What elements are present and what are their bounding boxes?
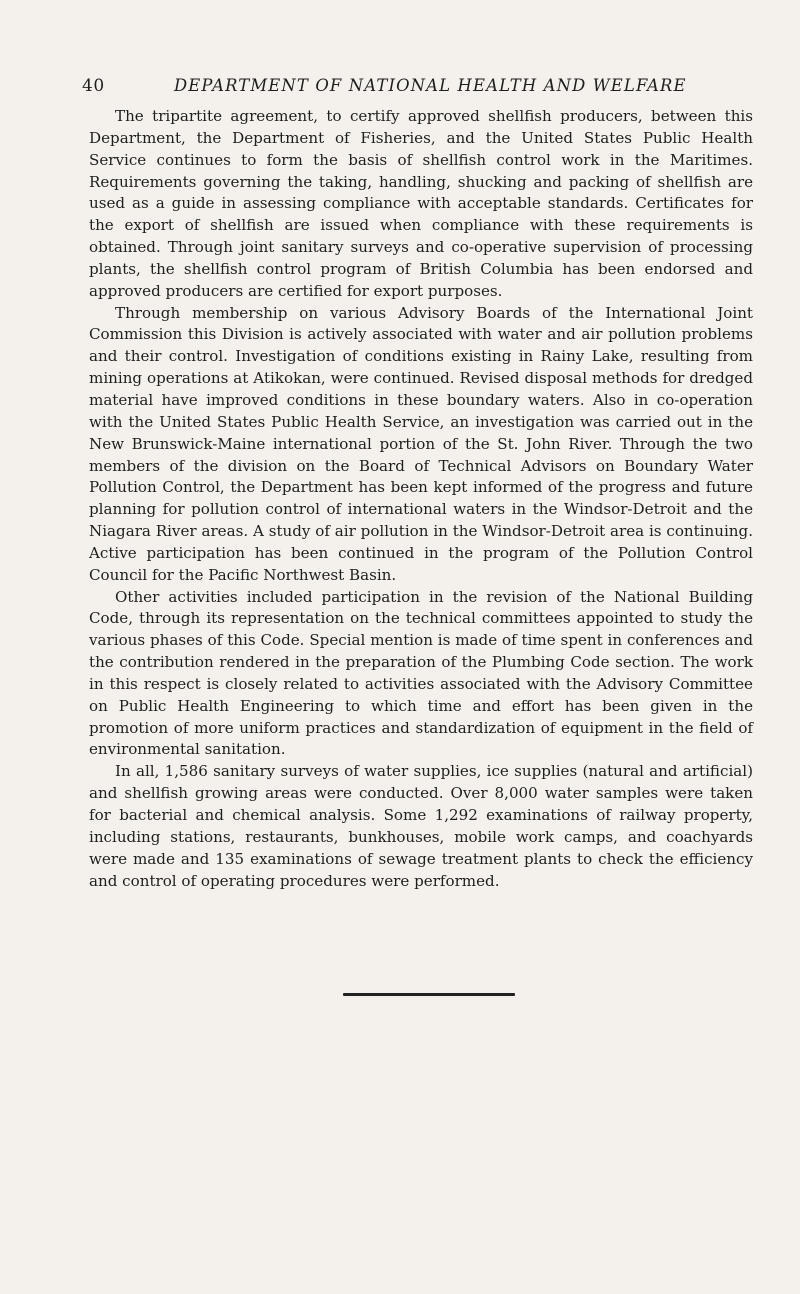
paragraph-shellfish-control: The tripartite agreement, to certify approved shellfish producers, between this Department, the Department of Fisheries, and the United States Public Health Service continues to form the basis of shellfish control work in the Maritimes. Requirements governing the taking, handling, shucking and packing of shellfish are used as a guide in assessing compliance with acceptable standards. Certificates for the export of shellfish are issued when compliance with these requirements is obtained. Through joint sanitary surveys and co-operative supervision of processing plants, the shellfish control program of British Columbia has been endorsed and approved producers are certified for export purposes.	[89, 107, 753, 300]
section-end-rule	[343, 993, 515, 996]
paragraph-survey-totals: In all, 1,586 sanitary surveys of water supplies, ice supplies (natural and artificial) and shellfish growing areas were conducted. Over 8,000 water samples were taken for bacterial and chemical analysis. Some 1,292 examinations of railway property, including stations, restaurants, bunkhouses, mobile work camps, and coachyards were made and 135 examinations of sewage treatment plants to check the efficiency and control of operating procedures were performed.	[89, 762, 753, 890]
paragraph-other-activities: Other activities included participation in the revision of the National Building Code, through its representation on the technical committees appointed to study the various phases of this Code. Special mention is made of time spent in conferences and the contribution rendered in the preparation of the Plumbing Code section. The work in this respect is closely related to activities associated with the Advisory Committee on Public Health Engineering to which time and effort has been given in the promotion of more uniform practices and standardization of equipment in the field of environmental sanitation.	[89, 587, 753, 759]
paragraph-pollution-control: Through membership on various Advisory Boards of the International Joint Commission this Division is actively associated with water and air pollution problems and their control. Investigation of conditions existing in Rainy Lake, resulting from mining operations at Atikokan, were continued. Revised disposal methods for dredged material have improved conditions in these boundary waters. Also in co-operation with the United States Public Health Service, an investigation was carried out in the New Brunswick-Maine international portion of the St. John River. Through the two members of the division on the Board of Technical Advisors on Boundary Water Pollution Control, the Department has been kept informed of the progress and future planning for pollution control of international waters in the Windsor-Detroit and the Niagara River areas. A study of air pollution in the Windsor-Detroit area is continuing. Active participation has been continued in the program of the Pollution Control Council for the Pacific Northwest Basin.	[89, 303, 753, 584]
page-number: 40	[82, 76, 105, 96]
running-title: DEPARTMENT OF NATIONAL HEALTH AND WELFARE	[174, 76, 687, 95]
page-header	[82, 74, 742, 98]
body-text	[89, 106, 753, 892]
